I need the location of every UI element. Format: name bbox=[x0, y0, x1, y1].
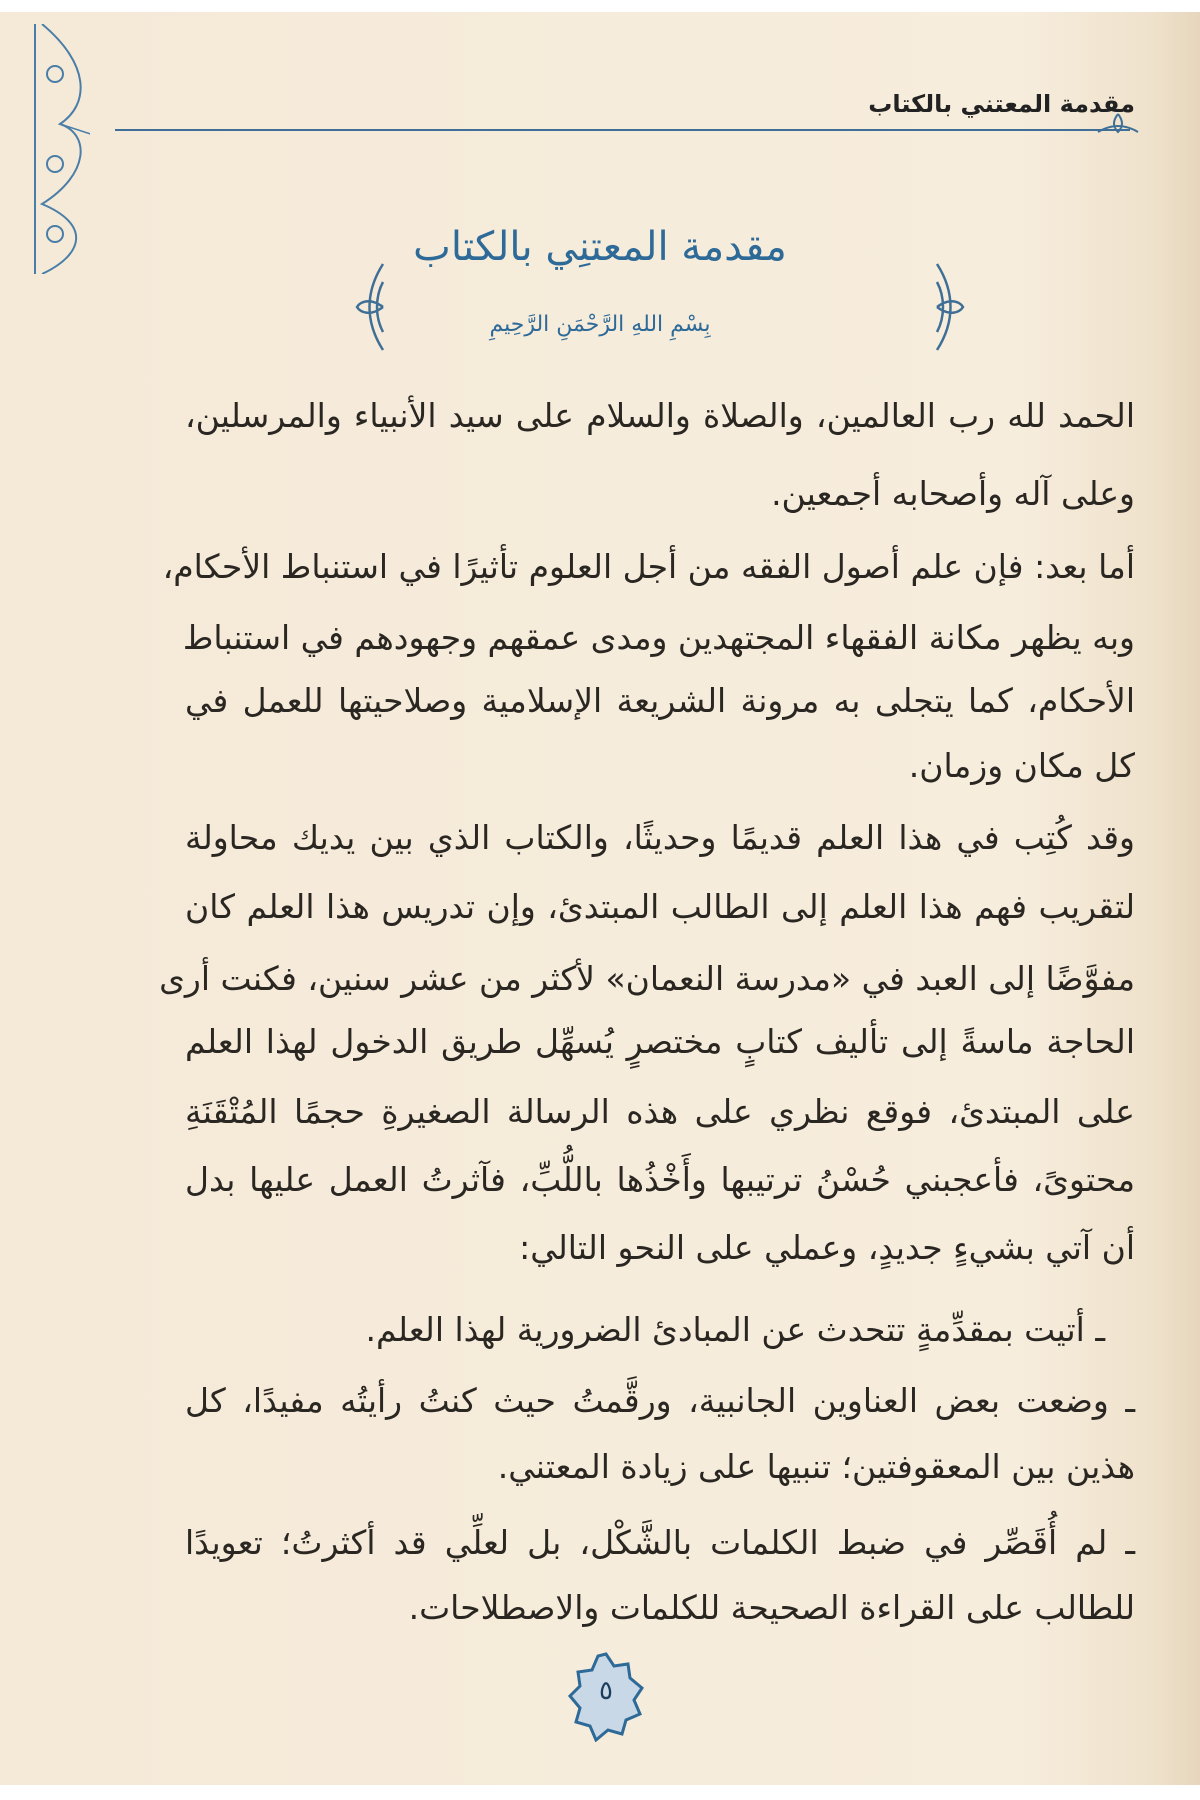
page-number: ٥ bbox=[599, 1676, 613, 1706]
book-page bbox=[0, 12, 1200, 1785]
text-line: ـ وضعت بعض العناوين الجانبية، ورقَّمتُ حيث كنتُ رأيتُه مفيدًا، كل bbox=[185, 1381, 1135, 1420]
text-line: وبه يظهر مكانة الفقهاء المجتهدين ومدى عمقهم وجهودهم في استنباط bbox=[182, 618, 1135, 657]
text-line: ـ لم أُقَصِّر في ضبط الكلمات بالشَّكْل، بل لعلِّي قد أكثرتُ؛ تعويدًا bbox=[185, 1523, 1135, 1562]
page-title: مقدمة المعتنِي بالكتاب bbox=[413, 224, 787, 270]
text-line: أما بعد: فإن علم أصول الفقه من أجل العلوم تأثيرًا في استنباط الأحكام، bbox=[162, 547, 1135, 586]
header-rule bbox=[115, 129, 1130, 131]
text-line: الأحكام، كما يتجلى به مرونة الشريعة الإسلامية وصلاحيتها للعمل في bbox=[185, 681, 1135, 720]
basmala: بِسْمِ اللهِ الرَّحْمَنِ الرَّحِيمِ bbox=[489, 312, 711, 337]
text-line: كل مكان وزمان. bbox=[908, 746, 1135, 785]
header-ornament-icon bbox=[1096, 112, 1140, 134]
text-line: للطالب على القراءة الصحيحة للكلمات والاصطلاحات. bbox=[408, 1588, 1135, 1627]
running-header: مقدمة المعتني بالكتاب bbox=[868, 90, 1135, 118]
text-line: الحاجة ماسةً إلى تأليف كتابٍ مختصرٍ يُسهِّل طريق الدخول لهذا العلم bbox=[185, 1022, 1135, 1061]
text-line: لتقريب فهم هذا العلم إلى الطالب المبتدئ، وإن تدريس هذا العلم كان bbox=[185, 887, 1135, 926]
text-line: محتوىً، فأعجبني حُسْنُ ترتيبها وأَخْذُها باللُّبِّ، فآثرتُ العمل عليها بدل bbox=[185, 1160, 1135, 1199]
text-line: مفوَّضًا إلى العبد في «مدرسة النعمان» لأكثر من عشر سنين، فكنت أرى bbox=[159, 959, 1135, 998]
title-ornament-left-icon bbox=[355, 262, 395, 352]
title-ornament-right-icon bbox=[925, 262, 965, 352]
text-line: أن آتي بشيءٍ جديدٍ، وعملي على النحو التالي: bbox=[519, 1228, 1135, 1267]
text-line: وعلى آله وأصحابه أجمعين. bbox=[771, 474, 1135, 513]
text-line: وقد كُتِب في هذا العلم قديمًا وحديثًا، والكتاب الذي بين يديك محاولة bbox=[185, 818, 1135, 857]
text-line: الحمد لله رب العالمين، والصلاة والسلام على سيد الأنبياء والمرسلين، bbox=[185, 396, 1135, 435]
text-line: ـ أتيت بمقدِّمةٍ تتحدث عن المبادئ الضرورية لهذا العلم. bbox=[365, 1310, 1105, 1349]
page-number-badge bbox=[568, 1652, 644, 1742]
text-line: هذين بين المعقوفتين؛ تنبيها على زيادة المعتني. bbox=[497, 1447, 1135, 1486]
text-line: على المبتدئ، فوقع نظري على هذه الرسالة الصغيرةِ حجمًا المُتْقَنَةِ bbox=[185, 1092, 1135, 1131]
